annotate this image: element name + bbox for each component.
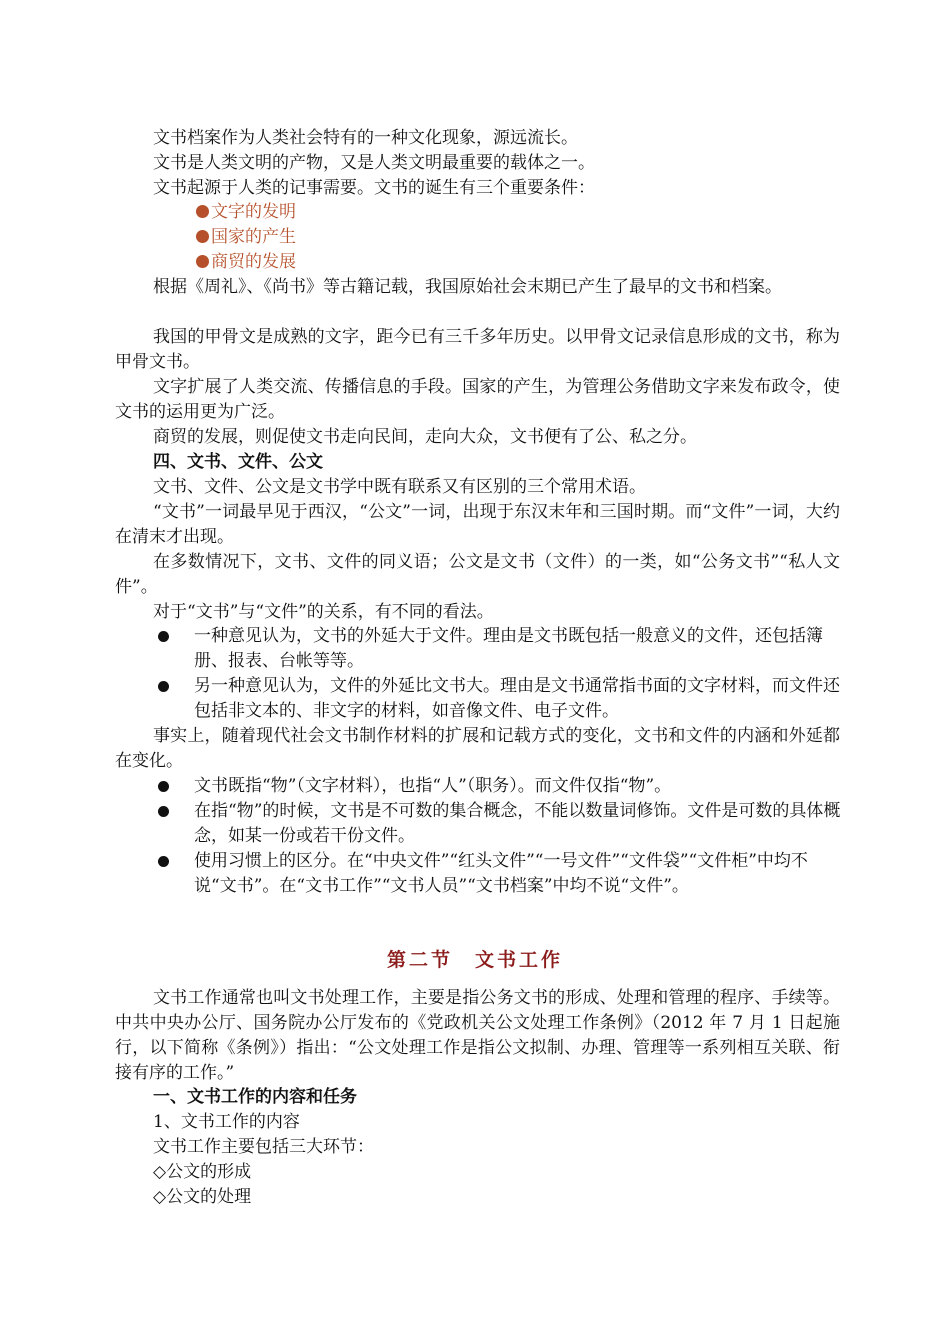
paragraph: 对于“文书”与“文件”的关系，有不同的看法。 [153,602,494,622]
paragraph: 商贸的发展，则促使文书走向民间，走向大众，文书便有了公、私之分。 [153,427,697,447]
intro-line-3: 文书起源于人类的记事需要。文书的诞生有三个重要条件： [153,178,595,198]
bullet-icon [158,856,169,867]
condition-label: 商贸的发展 [211,252,296,272]
bullet-icon [158,806,169,817]
list-item [158,674,848,724]
list-item: ◇公文的处理 [153,1187,252,1207]
section-heading: 四、文书、文件、公文 [153,452,323,472]
paragraph: 在多数情况下，文书、文件的同义语；公文是文书（文件）的一类，如“公务文书”“私人文件”。 [115,552,840,597]
bullet-icon [196,205,209,218]
condition-item [196,250,296,274]
bullet-icon [158,631,169,642]
paragraph: 文书、文件、公文是文书学中既有联系又有区别的三个常用术语。 [153,477,646,497]
list-item [158,774,848,799]
list-item-text: 另一种意见认为，文件的外延比文书大。理由是文书通常指书面的文字材料，而文件还包括非文本的、非文字的材料，如音像文件、电子文件。 [194,676,840,721]
list-item-text: 使用习惯上的区分。在“中央文件”“红头文件”“一号文件”“文件袋”“文件柜”中均不说“文书”。在“文书工作”“文书人员”“文书档案”中均不说“文件”。 [194,851,808,896]
bullet-icon [158,781,169,792]
list-item [158,799,848,849]
text-line: 文书工作主要包括三大环节： [153,1137,374,1157]
subsection-heading: 一、文书工作的内容和任务 [153,1087,357,1107]
list-item [158,849,848,924]
condition-item [196,225,296,249]
subheading: 1、文书工作的内容 [153,1112,300,1132]
list-item-text: 在指“物”的时候，文书是不可数的集合概念，不能以数量词修饰。文件是可数的具体概念，如某一份或若干份文件。 [194,801,841,846]
condition-item [196,200,296,224]
list-item-text: 一种意见认为，文书的外延大于文件。理由是文书既包括一般意义的文件，还包括簿册、报表、台帐等等。 [194,626,823,671]
paragraph: 文字扩展了人类交流、传播信息的手段。国家的产生，为管理公务借助文字来发布政令，使文书的运用更为广泛。 [115,377,840,422]
list-item [158,624,848,674]
condition-label: 文字的发明 [211,202,296,222]
bullet-icon [158,681,169,692]
intro-line-1: 文书档案作为人类社会特有的一种文化现象，源远流长。 [153,128,578,148]
paragraph: 我国的甲骨文是成熟的文字，距今已有三千多年历史。以甲骨文记录信息形成的文书，称为甲骨文书。 [115,327,840,372]
paragraph: 文书工作通常也叫文书处理工作，主要是指公务文书的形成、处理和管理的程序、手续等。中共中央办公厅、国务院办公厅发布的《党政机关公文处理工作条例》（2012 年 7 月 1 日起施行，以下简称《条例》）指出：“公文处理工作是指公文拟制、办理、管理等一系列相互关联、衔接有序的工作。” [115,988,840,1083]
bullet-icon [196,255,209,268]
list-item: ◇公文的形成 [153,1162,252,1182]
bullet-icon [196,230,209,243]
section-title: 第二节 文书工作 [386,949,563,971]
paragraph: 根据《周礼》、《尚书》等古籍记载，我国原始社会末期已产生了最早的文书和档案。 [153,277,782,297]
condition-label: 国家的产生 [211,227,296,247]
list-item-text: 文书既指“物”（文字材料），也指“人”（职务）。而文件仅指“物”。 [194,776,672,796]
paragraph: “文书”一词最早见于西汉，“公文”一词，出现于东汉末年和三国时期。而“文件”一词，大约在清末才出现。 [115,502,840,547]
intro-line-2: 文书是人类文明的产物，又是人类文明最重要的载体之一。 [153,153,595,173]
paragraph: 事实上，随着现代社会文书制作材料的扩展和记载方式的变化，文书和文件的内涵和外延都在变化。 [115,726,840,771]
